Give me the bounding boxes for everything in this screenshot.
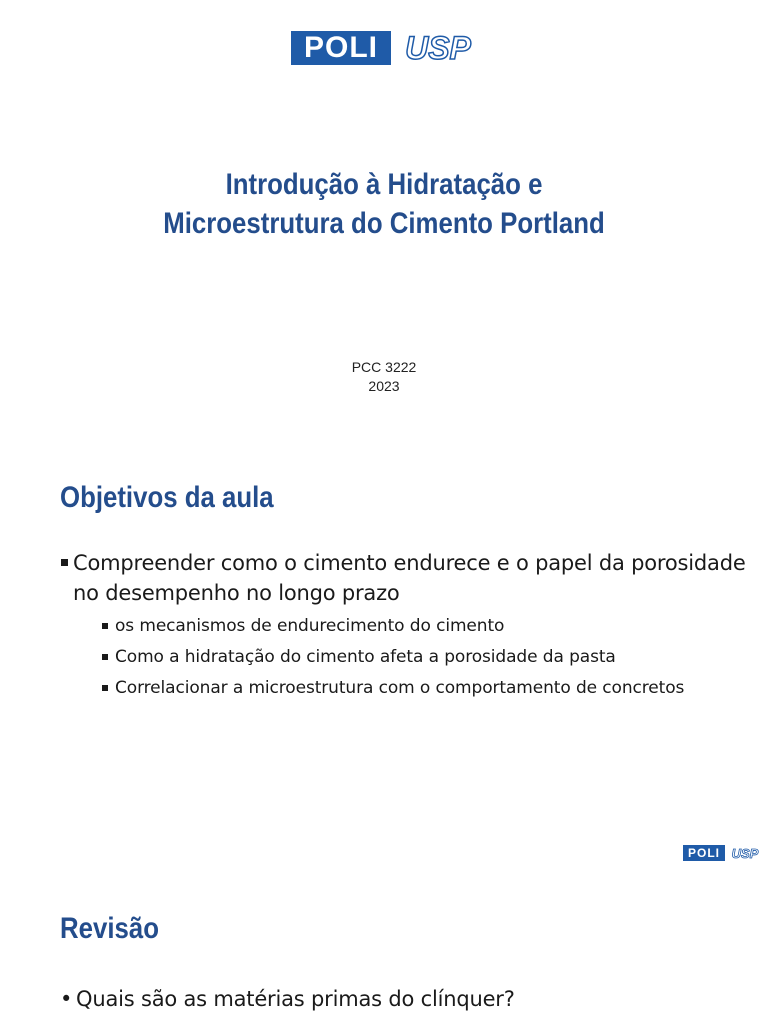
- slide-meta: [0, 358, 768, 396]
- review-item: • Quais são as matérias primas do clínquer?: [60, 984, 750, 1014]
- objective-main-item: [60, 548, 750, 701]
- slide-title-line-1: Introdução à Hidratação e: [225, 168, 543, 201]
- objective-sub-item: os mecanismos de endurecimento do cimento: [101, 613, 750, 639]
- review-heading: Revisão: [60, 912, 159, 945]
- slide-title: [54, 165, 714, 243]
- review-list: [60, 984, 750, 1014]
- objective-sub-item: Como a hidratação do cimento afeta a porosidade da pasta: [101, 644, 750, 670]
- course-code: PCC 3222: [351, 359, 417, 375]
- logo-usp-text: USP: [405, 29, 471, 66]
- objective-main-text: Compreender como o cimento endurece e o papel da porosidade no desempenho no longo prazo: [73, 551, 746, 605]
- objectives-list: [60, 548, 750, 706]
- objective-sub-list: [73, 613, 750, 701]
- poli-usp-logo-small: [683, 845, 762, 861]
- poli-usp-logo: [291, 31, 479, 65]
- objectives-heading: Objetivos da aula: [60, 481, 274, 514]
- logo-poli-text: POLI: [291, 31, 391, 65]
- course-year: 2023: [368, 378, 400, 394]
- logo-usp-text: USP: [731, 845, 759, 861]
- slide-title-line-2: Microestrutura do Cimento Portland: [163, 207, 605, 240]
- objective-sub-item: Correlacionar a microestrutura com o comportamento de concretos: [101, 675, 750, 701]
- logo-poli-text: POLI: [683, 845, 725, 861]
